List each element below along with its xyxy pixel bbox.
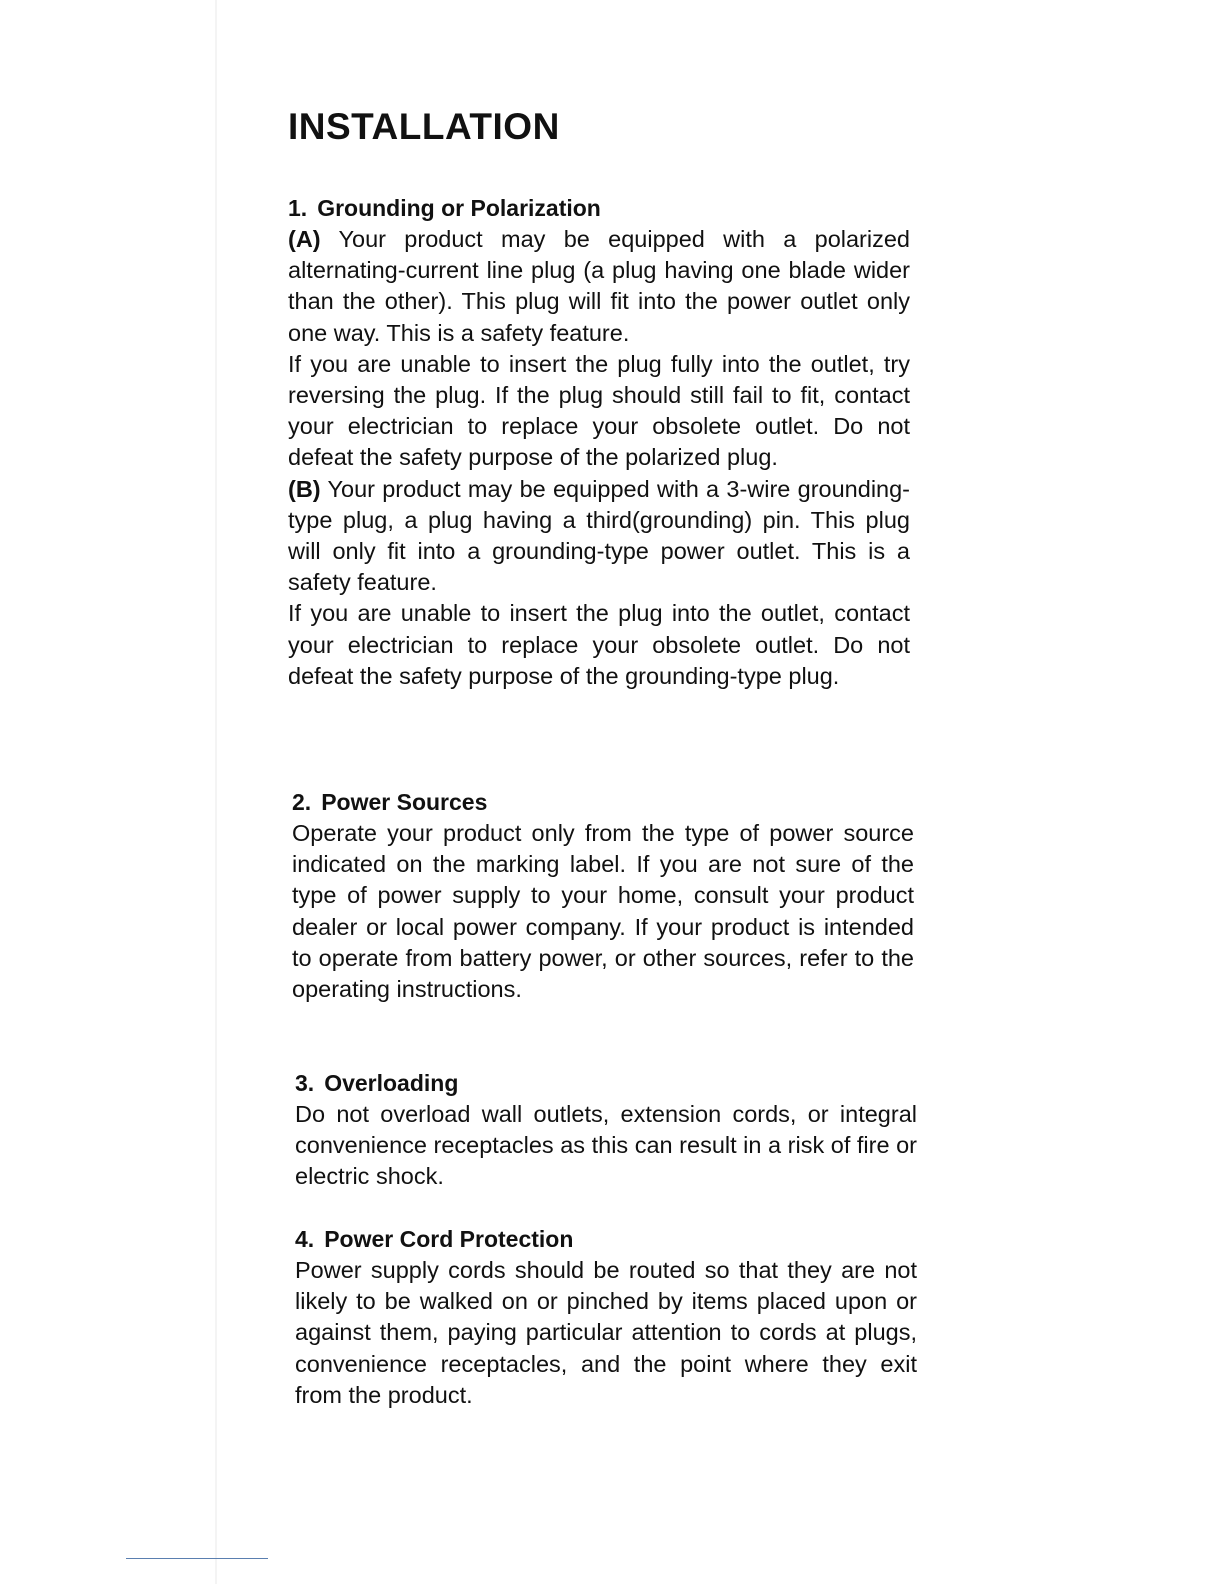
section-power-cord-protection: [295, 1224, 917, 1411]
paragraph-text: Your product may be equipped with a 3-wire grounding-type plug, a plug having a third(grounding) pin. This plug will only fit into a grounding-type power outlet. This is a safety feature.: [288, 475, 910, 596]
section-heading: [295, 1068, 917, 1099]
paragraph-text: Power supply cords should be routed so that they are not likely to be walked on or pinched by items placed upon or against them, paying particular attention to cords at plugs, convenience receptacles, and the point where they exit from the product.: [295, 1257, 917, 1408]
section-title: Power Sources: [321, 789, 488, 815]
paragraph-text: If you are unable to insert the plug into the outlet, contact your electrician to replace your obsolete outlet. Do not defeat the safety purpose of the grounding-type plug.: [288, 600, 910, 689]
paragraph: [295, 1099, 917, 1193]
paragraph-text: Do not overload wall outlets, extension cords, or integral convenience receptacles as this can result in a risk of fire or electric shock.: [295, 1101, 917, 1190]
paragraph-a: [288, 224, 910, 349]
paragraph-a-note: [288, 349, 910, 474]
section-heading: [288, 193, 910, 224]
paragraph-label: (A): [288, 226, 321, 252]
section-heading: [292, 787, 914, 818]
paragraph: [295, 1255, 917, 1411]
paragraph-text: Operate your product only from the type of power source indicated on the marking label. If you are not sure of the type of power supply to your home, consult your product dealer or local power company. If your product is intended to operate from battery power, or other sources, refer to the operating instructions.: [292, 820, 914, 1003]
paragraph-text: Your product may be equipped with a polarized alternating-current line plug (a plug having one blade wider than the other). This plug will fit into the power outlet only one way. This is a safety feature.: [288, 226, 910, 346]
section-heading: [295, 1224, 917, 1255]
page-title: INSTALLATION: [288, 106, 560, 147]
section-power-sources: [292, 787, 914, 1005]
scan-edge-shadow: [215, 0, 217, 1584]
section-number: 4.: [295, 1226, 315, 1252]
paragraph: [292, 818, 914, 1005]
section-number: 1.: [288, 195, 308, 221]
section-number: 3.: [295, 1070, 315, 1096]
section-title: Power Cord Protection: [324, 1226, 574, 1252]
bottom-rule: [126, 1558, 268, 1559]
section-number: 2.: [292, 789, 312, 815]
paragraph-label: (B): [288, 475, 321, 502]
section-grounding: [288, 193, 910, 692]
paragraph-b: [288, 474, 910, 599]
section-title: Grounding or Polarization: [317, 195, 601, 221]
section-overloading: [295, 1068, 917, 1193]
paragraph-b-note: [288, 598, 910, 692]
section-title: Overloading: [324, 1070, 459, 1096]
paragraph-text: If you are unable to insert the plug fully into the outlet, try reversing the plug. If the plug should still fail to fit, contact your electrician to replace your obsolete outlet. Do not defeat the safety purpose of the polarized plug.: [288, 350, 910, 471]
